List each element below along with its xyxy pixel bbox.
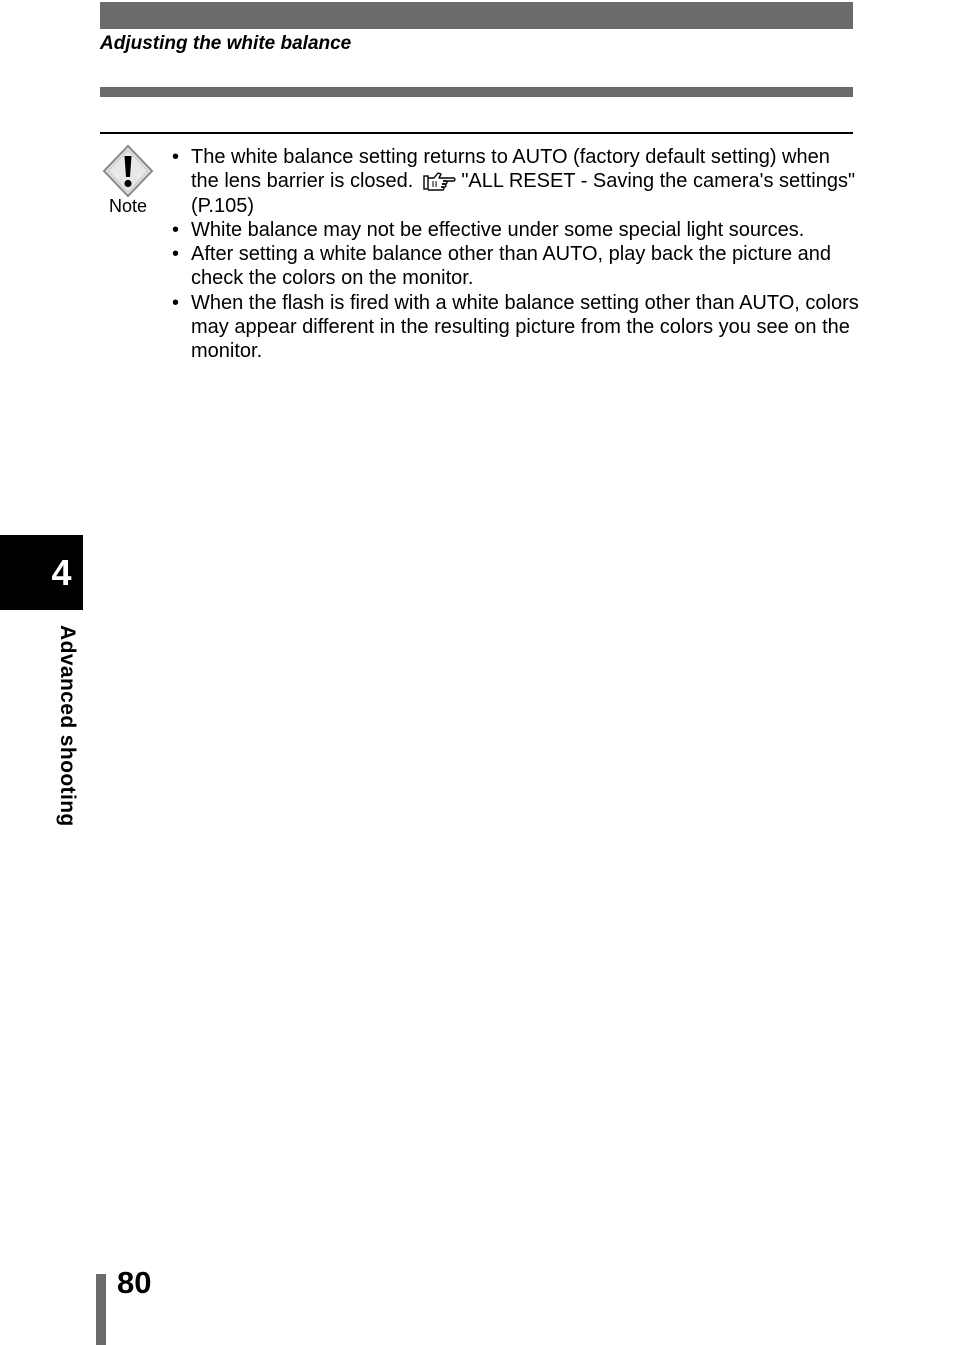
note-item-text: After setting a white balance other than AUTO, play back the picture and check the colors on the monitor. <box>191 243 832 290</box>
note-item-text: The white balance setting returns to AUTO (factory default setting) when the lens barrier is closed. <box>191 146 830 193</box>
chapter-number-text: 4 <box>51 552 72 593</box>
page-number-bar <box>96 1274 106 1345</box>
note-item-reference: "ALL RESET - Saving the camera's settings" (P.105) <box>191 170 856 217</box>
page-title: Adjusting the white balance <box>100 33 352 54</box>
bullet: • <box>172 243 180 266</box>
chapter-title: Advanced shooting <box>56 625 79 827</box>
list-item <box>170 291 860 364</box>
header-bar-bottom <box>100 87 853 97</box>
list-item <box>170 145 860 218</box>
note-item-text: When the flash is fired with a white balance setting other than AUTO, colors may appear different in the resulting picture from the colors you see on the monitor. <box>191 291 859 363</box>
pointing-hand-icon <box>423 171 457 191</box>
note-label: Note <box>108 196 148 216</box>
header-bar-top <box>100 2 853 29</box>
chapter-number <box>20 535 103 610</box>
warning-exclamation-icon <box>102 144 154 200</box>
note-list <box>170 145 860 364</box>
note-divider <box>100 132 853 134</box>
list-item <box>170 242 860 291</box>
note-item-text: White balance may not be effective under some special light sources. <box>191 218 805 241</box>
bullet: • <box>172 291 180 314</box>
list-item <box>170 218 860 242</box>
bullet: • <box>172 146 180 168</box>
bullet: • <box>172 218 180 241</box>
page-number: 80 <box>117 1265 152 1300</box>
